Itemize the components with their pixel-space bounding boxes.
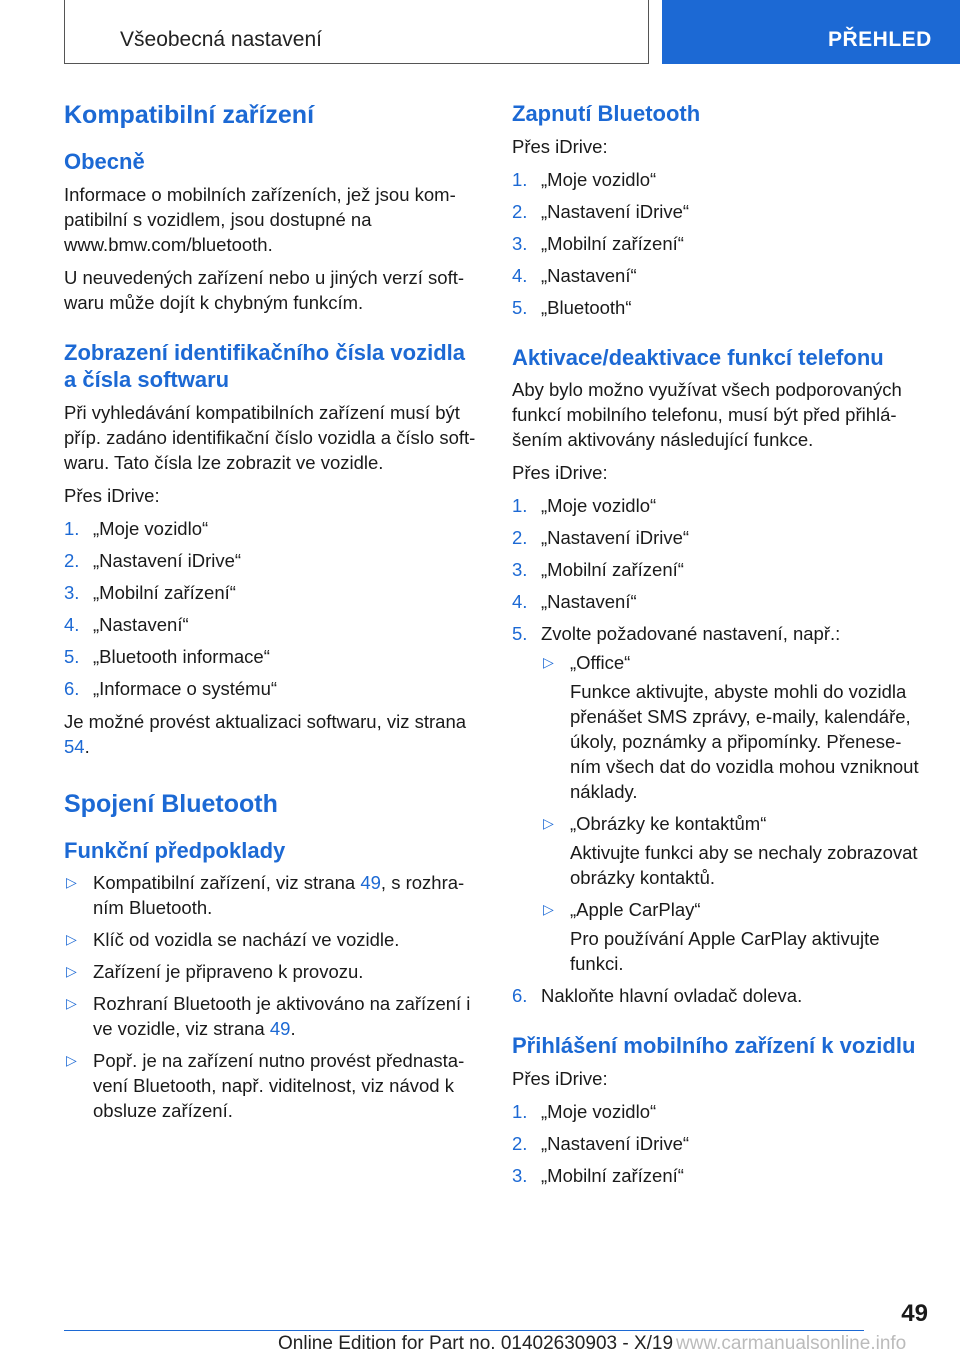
list-item: ▷ Popř. je na zařízení nutno provést přednasta‐ vení Bluetooth, např. viditelnost, viz návod k obsluze zařízení. [66,1050,465,1121]
list-item: 1. „Moje vozidlo“ [512,495,657,516]
paragraph-software-update: Je možné provést aktualizaci softwaru, viz strana 54. [64,710,467,757]
list-item: 3. „Mobilní zařízení“ [512,232,684,254]
triangle-bullet-icon: ▷ [66,931,77,947]
triangle-bullet-icon: ▷ [543,815,554,831]
list-item: ▷ Rozhraní Bluetooth je aktivováno na zařízení i ve vozidle, viz strana 49. [66,993,471,1039]
paragraph: Informace o mobilních zařízeních, jež jsou kom‐ patibilní s vozidlem, jsou dostupné na www.bmw.com/bluetooth. [64,183,456,255]
triangle-bullet-icon: ▷ [66,995,77,1011]
footer-edition: Online Edition for Part no. 01402630903 - X/19 [278,1333,674,1354]
list-item: 6. Nakloňte hlavní ovladač doleva. [512,985,803,1006]
step-list [512,167,932,320]
left-column [64,100,480,1131]
heading-phone-functions: Aktivace/deaktivace funkcí telefonu [512,344,884,370]
triangle-bullet-icon: ▷ [543,654,554,670]
list-item: 4. „Nastavení“ [512,264,637,286]
list-item: 2. „Nastavení iDrive“ [512,200,690,222]
option-list [541,650,932,976]
bullet-list [64,870,480,1123]
triangle-bullet-icon: ▷ [66,874,77,890]
paragraph: Aby bylo možno využívat všech podporovaných funkcí mobilního telefonu, musí být před přihlá‐ šením aktivovány následující funkce. [512,379,902,450]
list-item: 5. „Bluetooth“ [512,296,632,318]
list-item: 3. „Mobilní zařízení“ [64,581,236,603]
heading-vin-display: Zobrazení identifikačního čísla vozidla a čísla softwaru [64,339,465,392]
paragraph-via-idrive: Přes iDrive: [512,135,608,157]
heading-prerequisites: Funkční předpoklady [64,837,286,863]
step-list [64,516,480,701]
list-item: 4. „Nastavení“ [64,613,189,635]
page-link[interactable]: 49 [269,1018,291,1039]
list-item: 2. „Nastavení iDrive“ [64,549,242,571]
heading-bluetooth-on: Zapnutí Bluetooth [512,101,701,126]
section-title-bluetooth-connection: Spojení Bluetooth [64,789,278,818]
step-list [512,1099,932,1188]
list-item: 4. „Nastavení“ [512,591,637,612]
list-item: 3. „Mobilní zařízení“ [512,559,684,580]
list-item: 5. Zvolte požadované nastavení, např.: ▷ „Office“ Funkce aktivujte, abyste mohli do vozidla přenášet SMS zprávy, e-maily, kalendáře, úkoly, poznámky a připomínky. Přenese‐ ním všech dat do vozidla mohou vzniknout náklady. ▷ „Obrázky ke kontaktům“ Aktivujte funkci aby se nechaly zobrazovat obrázky kontaktů. ▷ „Apple CarPlay“ Pro používání Apple CarPlay aktivujte funkci. [512,621,932,976]
list-item: ▷ „Apple CarPlay“ Pro používání Apple CarPlay aktivujte funkci. [543,899,880,974]
list-item: 6. „Informace o systému“ [64,677,278,699]
list-item: 1. „Moje vozidlo“ [64,517,209,539]
list-item: ▷ „Obrázky ke kontaktům“ Aktivujte funkci aby se nechaly zobrazovat obrázky kontaktů. [543,813,918,888]
section-title-compatible-devices: Kompatibilní zařízení [64,101,315,129]
list-item: 1. „Moje vozidlo“ [512,1100,657,1122]
list-item: 5. „Bluetooth informace“ [64,645,270,667]
list-item: ▷ Zařízení je připraveno k provozu. [66,961,364,982]
paragraph: U neuvedených zařízení nebo u jiných verzí soft‐ waru může dojít k chybným funkcím. [64,266,465,313]
header-box [64,0,649,64]
triangle-bullet-icon: ▷ [66,963,77,979]
list-item: ▷ Klíč od vozidla se nachází ve vozidle. [66,929,400,950]
right-column [512,100,932,1196]
paragraph-via-idrive: Přes iDrive: [64,484,160,506]
triangle-bullet-icon: ▷ [66,1052,77,1068]
heading-general: Obecně [64,149,145,174]
page-link[interactable]: 54 [64,735,85,757]
step-list [512,493,932,1008]
paragraph: Při vyhledávání kompatibilních zařízení musí být příp. zadáno identifikační číslo vozidla a číslo soft‐ waru. Tato čísla lze zobrazit ve vozidle. [64,401,476,473]
list-item: 1. „Moje vozidlo“ [512,168,657,190]
list-item: 2. „Nastavení iDrive“ [512,1132,690,1154]
paragraph-via-idrive: Přes iDrive: [512,462,608,483]
footer-divider [64,1330,864,1331]
header-tab-overview[interactable]: PŘEHLED [662,0,960,64]
list-item: ▷ „Office“ Funkce aktivujte, abyste mohli do vozidla přenášet SMS zprávy, e-maily, kalendáře, úkoly, poznámky a připomínky. Přenese‐ ním všech dat do vozidla mohou vzniknout náklady. [543,652,919,802]
header-section-title: Všeobecná nastavení [120,28,322,51]
page-link[interactable]: 49 [360,872,381,893]
page-number: 49 [901,1300,928,1327]
list-item: ▷ Kompatibilní zařízení, viz strana 49, s rozhra‐ ním Bluetooth. [66,872,465,918]
triangle-bullet-icon: ▷ [543,901,554,917]
list-item: 2. „Nastavení iDrive“ [512,527,690,548]
paragraph-via-idrive: Přes iDrive: [512,1067,608,1089]
watermark: www.carmanualsonline.info [676,1333,907,1354]
list-item: 3. „Mobilní zařízení“ [512,1164,684,1186]
heading-device-login: Přihlášení mobilního zařízení k vozidlu [512,1033,916,1058]
